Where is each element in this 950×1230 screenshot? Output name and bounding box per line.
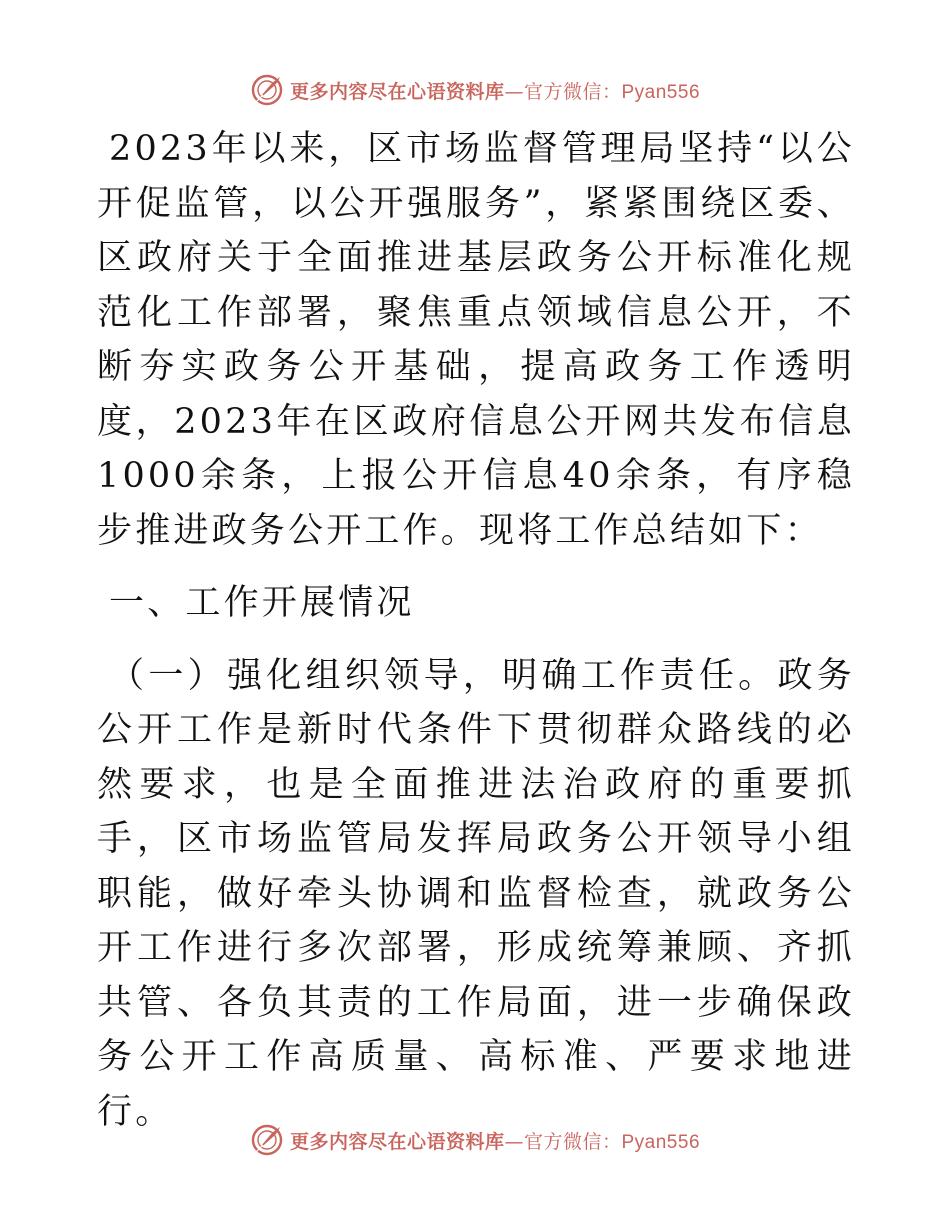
watermark-dash: — — [504, 1130, 524, 1153]
watermark-wechat-id: Pyan556 — [621, 1131, 701, 1153]
watermark-dash: — — [504, 80, 524, 103]
document-body — [97, 122, 855, 1139]
watermark-text — [290, 77, 700, 104]
watermark-wechat-label: 官方微信： — [523, 80, 622, 103]
watermark-wechat-label: 官方微信： — [523, 1130, 622, 1153]
section-heading: 一、工作开展情况 — [109, 583, 415, 623]
subsection-paragraph: （一）强化组织领导，明确工作责任。政务公开工作是新时代条件下贯彻群众路线的必然要求，也是全面推进法治政府的重要抓手，区市场监管局发挥局政务公开领导小组职能，做好牵头协调和监督检查，就政务公开工作进行多次部署，形成统筹兼顾、齐抓共管、各负其责的工作局面，进一步确保政务公开工作高质量、高标准、严要求地进行。 — [97, 655, 855, 1132]
footer-watermark — [0, 1120, 950, 1160]
intro-paragraph: 2023年以来，区市场监督管理局坚持“以公开促监管，以公开强服务”，紧紧围绕区委、区政府关于全面推进基层政务公开标准化规范化工作部署，聚焦重点领域信息公开，不断夯实政务公开基础，提高政务工作透明度，2023年在区政府信息公开网共发布信息1000余条，上报公开信息40余条，有序稳步推进政务公开工作。现将工作总结如下： — [97, 129, 855, 551]
watermark-text — [290, 1127, 700, 1154]
watermark-site-text: 更多内容尽在心语资料库 — [289, 1130, 505, 1153]
quill-logo-icon — [250, 73, 284, 107]
header-watermark — [0, 70, 950, 110]
watermark-site-text: 更多内容尽在心语资料库 — [289, 80, 505, 103]
quill-logo-icon — [250, 1123, 284, 1157]
watermark-wechat-id: Pyan556 — [621, 81, 701, 103]
